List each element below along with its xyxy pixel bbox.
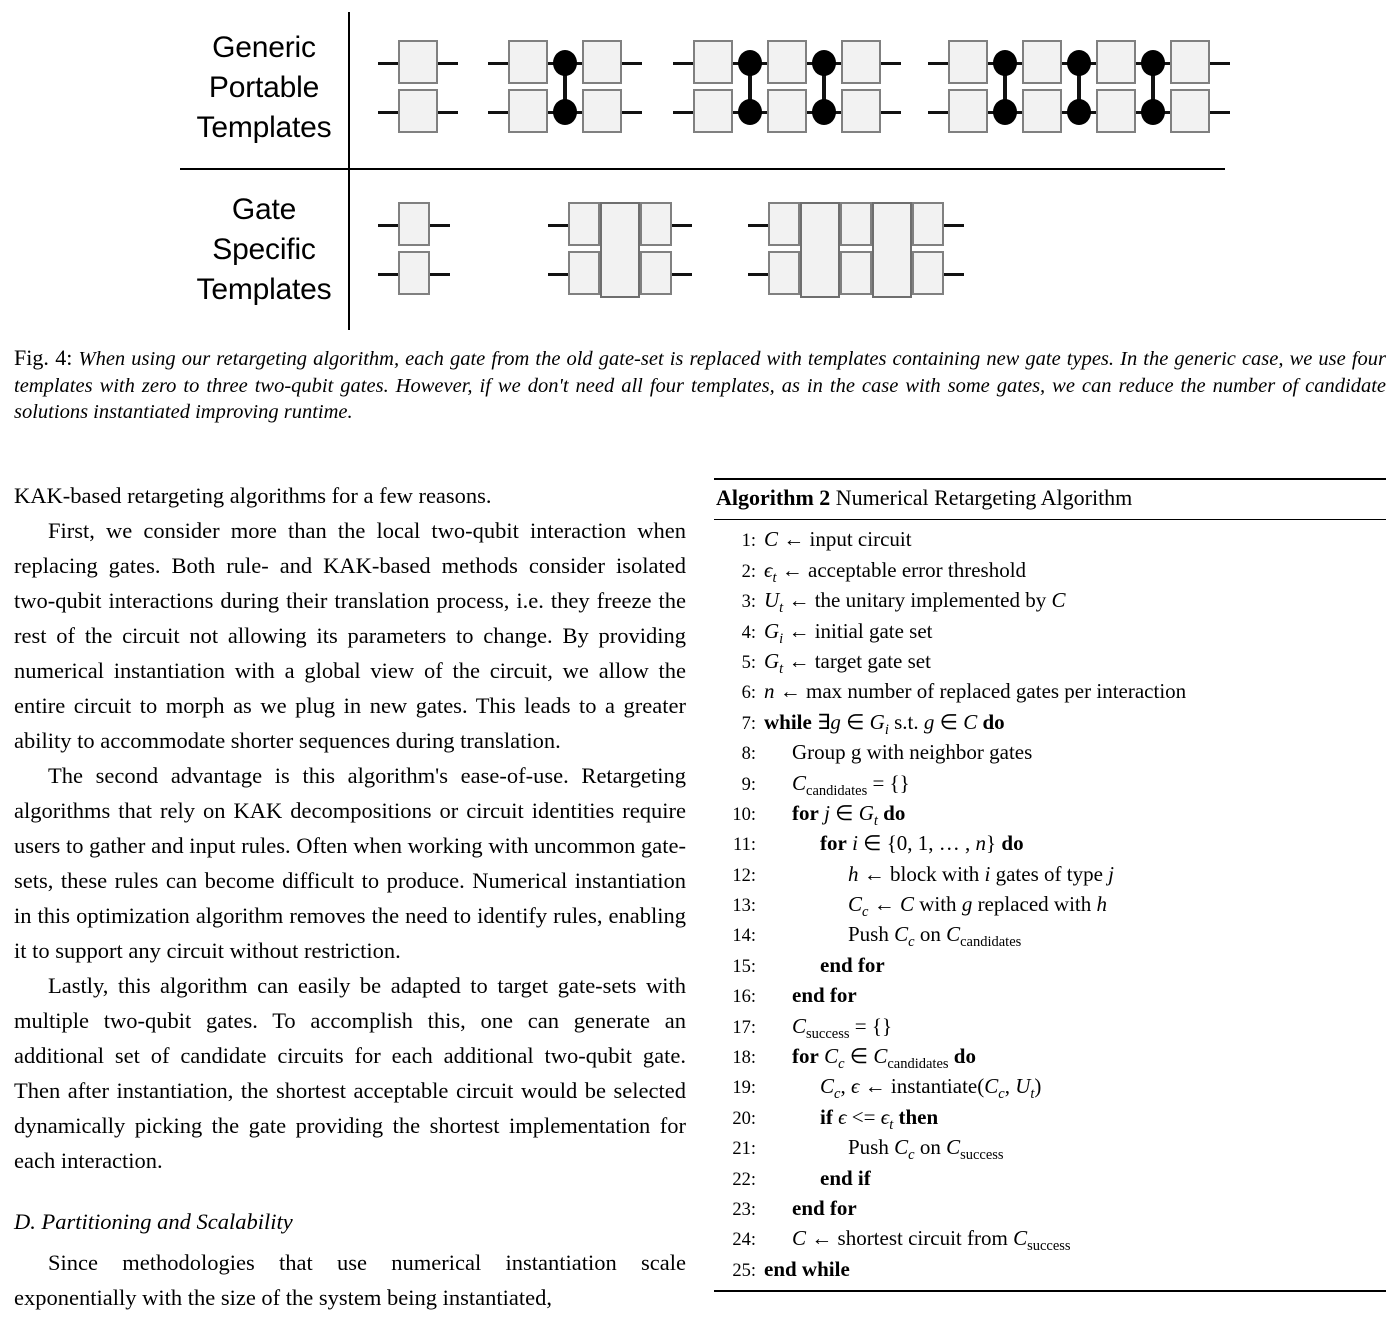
line-number: 9: — [741, 774, 756, 795]
gate-box — [1022, 89, 1062, 133]
paragraph: First, we consider more than the local two-qubit interaction when replacing gates. Both rule- and KAK-based methods consider isolated two-qubit interactions during their translation process, i.e. they freeze the rest of the circuit not allowing its parameters to change. By providing numerical instantiation with a global view of the circuit, we allow the entire circuit to morph as we plug in new gates. This leads to a greater ability to accommodate shorter sequences during translation. — [14, 518, 686, 753]
generic-template-3cz — [928, 40, 1230, 136]
line-body: $G_i$ ← initial gate set — [764, 618, 933, 647]
two-qubit-block-gate — [800, 202, 840, 298]
line-body: $C_{success}$ = {} — [792, 1013, 893, 1042]
algorithm-line — [714, 676, 1386, 706]
algorithm-line — [714, 555, 1386, 585]
algorithm-line — [714, 585, 1386, 615]
single-qubit-gate-pair — [398, 40, 438, 136]
gate-box — [948, 40, 988, 84]
gate-box — [398, 251, 430, 295]
qubit-wire-stub — [672, 202, 692, 298]
gate-box-tall — [872, 202, 912, 298]
qubit-wire-stub — [430, 202, 450, 298]
line-body: $\epsilon_t$ ← acceptable error threshold — [764, 557, 1027, 586]
line-body: end for — [792, 983, 857, 1008]
algorithm-line — [714, 1132, 1386, 1162]
qubit-wire-stub — [748, 202, 768, 298]
specific-template-0tq — [378, 202, 450, 298]
gate-box — [398, 40, 438, 84]
figure-caption-text: When using our retargeting algorithm, each gate from the old gate-set is replaced with templates containing new gate types. In the generic case, we use four templates with zero to three two-qubit gates. However, if we don't need all four templates, as in the case with some gates, we can reduce the number of candidate solutions instantiated improving runtime. — [14, 348, 1386, 423]
control-dot — [1067, 50, 1091, 76]
algorithm-title — [714, 480, 1386, 517]
algorithm-line — [714, 616, 1386, 646]
single-qubit-gate-pair — [1170, 40, 1210, 136]
generic-portable-templates-row — [180, 8, 1225, 168]
generic-portable-templates-label — [180, 28, 348, 148]
algorithm-line — [714, 1254, 1386, 1284]
line-body: end for — [792, 1196, 857, 1220]
gate-box — [1170, 89, 1210, 133]
two-qubit-gate-icon — [1136, 40, 1170, 136]
line-body: if $\epsilon <= \epsilon_t$ then — [820, 1104, 939, 1134]
line-number: 13: — [732, 896, 756, 917]
gate-box — [398, 89, 438, 133]
template-comparison-table — [180, 8, 1225, 328]
single-qubit-gate-pair — [768, 202, 800, 298]
algorithm-line — [714, 646, 1386, 676]
single-qubit-gate-pair — [568, 202, 600, 298]
qubit-wire-stub — [928, 40, 948, 136]
qubit-wire-stub — [378, 202, 398, 298]
body-left-column — [14, 478, 686, 1315]
algorithm-title-text: Numerical Retargeting Algorithm — [835, 485, 1133, 510]
qubit-wire-stub — [378, 40, 398, 136]
algorithm-line — [714, 950, 1386, 980]
single-qubit-gate-pair — [693, 40, 733, 136]
two-qubit-gate-icon — [548, 40, 582, 136]
gate-box — [582, 89, 622, 133]
two-qubit-gate-icon — [1062, 40, 1096, 136]
qubit-wire-stub — [622, 40, 642, 136]
line-body: Push $C_c$ on $C_{candidates}$ — [848, 922, 1022, 951]
control-dot — [738, 50, 762, 76]
paragraph: KAK-based retargeting algorithms for a few reasons. — [14, 483, 492, 508]
line-number: 14: — [732, 926, 756, 947]
line-number: 7: — [741, 713, 756, 734]
generic-template-0cz — [378, 40, 458, 136]
line-number: 2: — [741, 561, 756, 582]
gate-box — [508, 89, 548, 133]
line-number: 24: — [732, 1230, 756, 1251]
single-qubit-gate-pair — [398, 202, 430, 298]
two-qubit-gate-icon — [733, 40, 767, 136]
gate-box — [912, 202, 944, 246]
qubit-wire-stub — [548, 202, 568, 298]
two-qubit-block-gate — [872, 202, 912, 298]
algorithm-lines — [714, 520, 1386, 1288]
algorithm-line — [714, 768, 1386, 798]
gate-box — [841, 89, 881, 133]
single-qubit-gate-pair — [767, 40, 807, 136]
line-body: end while — [764, 1256, 850, 1281]
line-number: 12: — [732, 865, 756, 886]
algorithm-label: Algorithm 2 — [716, 485, 831, 510]
single-qubit-gate-pair — [1096, 40, 1136, 136]
line-body: $G_t$ ← target gate set — [764, 648, 931, 678]
figure-caption — [14, 345, 1386, 426]
algorithm-line — [714, 828, 1386, 858]
control-dot — [993, 50, 1017, 76]
line-number: 3: — [741, 592, 756, 613]
algorithm-2-block — [714, 478, 1386, 1292]
gate-box — [1096, 89, 1136, 133]
gate-box — [582, 40, 622, 84]
generic-templates-circuits — [348, 8, 1225, 168]
line-number: 5: — [741, 652, 756, 673]
line-body: while ∃g ∈ $G_i$ s.t. g ∈ C do — [764, 709, 1005, 738]
two-qubit-gate-icon — [988, 40, 1022, 136]
line-body: Push $C_c$ on $C_{success}$ — [848, 1135, 1004, 1164]
line-body: $C_c$ ← C with g replaced with h — [848, 892, 1108, 921]
line-number: 21: — [732, 1139, 756, 1160]
single-qubit-gate-pair — [508, 40, 548, 136]
gate-box — [948, 89, 988, 133]
gate-box — [767, 89, 807, 133]
gate-box — [1096, 40, 1136, 84]
single-qubit-gate-pair — [840, 202, 872, 298]
line-body: end for — [820, 952, 885, 977]
algorithm-line — [714, 1163, 1386, 1193]
figure-4 — [0, 0, 1400, 335]
line-number: 18: — [732, 1048, 756, 1069]
line-body: C ← shortest circuit from $C_{success}$ — [792, 1226, 1071, 1255]
algorithm-line — [714, 1011, 1386, 1041]
line-number: 25: — [732, 1260, 756, 1281]
line-body: $U_t$ ← the unitary implemented by C — [764, 588, 1066, 617]
generic-template-2cz — [673, 40, 901, 136]
control-dot — [993, 99, 1017, 125]
single-qubit-gate-pair — [948, 40, 988, 136]
label-line: Specific — [212, 233, 316, 266]
single-qubit-gate-pair — [1022, 40, 1062, 136]
paragraph: Since methodologies that use numerical instantiation scale exponentially with the size of the system being instantiated, — [14, 1250, 686, 1310]
gate-box — [693, 89, 733, 133]
generic-template-1cz — [488, 40, 642, 136]
section-heading-d: D. Partitioning and Scalability — [14, 1209, 293, 1234]
algorithm-line — [714, 1071, 1386, 1101]
qubit-wire-stub — [488, 40, 508, 136]
label-line: Gate — [231, 193, 297, 226]
line-number: 20: — [732, 1108, 756, 1129]
gate-box — [768, 251, 800, 295]
algorithm-line — [714, 1223, 1386, 1253]
gate-box — [768, 202, 800, 246]
control-dot — [553, 50, 577, 76]
gate-box-tall — [800, 202, 840, 298]
line-number: 6: — [741, 683, 756, 704]
line-number: 10: — [732, 804, 756, 825]
line-number: 23: — [732, 1200, 756, 1220]
algorithm-line — [714, 707, 1386, 737]
line-body: for $C_c$ ∈ $C_{candidates}$ do — [792, 1044, 976, 1073]
gate-box-tall — [600, 202, 640, 298]
label-line: Generic — [212, 31, 316, 64]
algorithm-line — [714, 798, 1386, 828]
algorithm-line — [714, 919, 1386, 949]
line-body: $C_{candidates}$ = {} — [792, 770, 910, 799]
gate-box — [912, 251, 944, 295]
control-dot — [1141, 50, 1165, 76]
algorithm-line — [714, 1102, 1386, 1132]
control-dot — [1067, 99, 1091, 125]
line-number: 11: — [733, 835, 756, 856]
label-line: Templates — [196, 111, 332, 144]
gate-specific-templates-row — [180, 170, 1225, 330]
label-line: Templates — [196, 273, 332, 306]
gate-box — [767, 40, 807, 84]
gate-box — [840, 202, 872, 246]
gate-box — [568, 202, 600, 246]
line-number: 22: — [732, 1169, 756, 1190]
gate-specific-circuits — [348, 170, 1225, 330]
gate-specific-templates-label — [180, 190, 348, 310]
line-body: $C_c$, ϵ ← $instantiate(C_c$, $U_t$) — [820, 1074, 1042, 1103]
algorithm-bottom-rule — [714, 1290, 1386, 1292]
line-body: for i ∈ {0, 1, … , n} do — [820, 831, 1024, 856]
gate-box — [1022, 40, 1062, 84]
qubit-wire-stub — [881, 40, 901, 136]
line-number: 17: — [732, 1017, 756, 1038]
paragraph: Lastly, this algorithm can easily be adapted to target gate-sets with multiple two-qubit gates. To accomplish this, one can generate an additional set of candidate circuits for each additional two-qubit gate. Then after instantiation, the shortest acceptable circuit would be selected dynamically picking the gate providing the shortest implementation for each interaction. — [14, 973, 686, 1173]
control-dot — [812, 99, 836, 125]
control-dot — [812, 50, 836, 76]
gate-box — [568, 251, 600, 295]
line-body: Group g with neighbor gates — [792, 740, 1033, 765]
line-number: 19: — [732, 1078, 756, 1099]
line-number: 4: — [741, 622, 756, 643]
gate-box — [640, 202, 672, 246]
line-number: 1: — [741, 531, 756, 552]
control-dot — [738, 99, 762, 125]
gate-box — [398, 202, 430, 246]
algorithm-line — [714, 524, 1386, 554]
line-number: 16: — [732, 987, 756, 1008]
qubit-wire-stub — [1210, 40, 1230, 136]
line-body: h ← block with i gates of type j — [848, 861, 1114, 886]
qubit-wire-stub — [438, 40, 458, 136]
single-qubit-gate-pair — [640, 202, 672, 298]
single-qubit-gate-pair — [582, 40, 622, 136]
gate-box — [841, 40, 881, 84]
algorithm-line — [714, 1041, 1386, 1071]
gate-box — [1170, 40, 1210, 84]
qubit-wire-stub — [944, 202, 964, 298]
algorithm-line — [714, 859, 1386, 889]
two-qubit-block-gate — [600, 202, 640, 298]
line-body: n ← max number of replaced gates per interaction — [764, 679, 1187, 704]
control-dot — [553, 99, 577, 125]
algorithm-line — [714, 980, 1386, 1010]
two-qubit-gate-icon — [807, 40, 841, 136]
label-line: Portable — [208, 71, 320, 104]
gate-box — [840, 251, 872, 295]
single-qubit-gate-pair — [841, 40, 881, 136]
single-qubit-gate-pair — [912, 202, 944, 298]
line-number: 8: — [741, 744, 756, 765]
figure-caption-label: Fig. 4: — [14, 345, 73, 370]
gate-box — [640, 251, 672, 295]
qubit-wire-stub — [673, 40, 693, 136]
algorithm-line — [714, 737, 1386, 767]
paragraph: The second advantage is this algorithm's ease-of-use. Retargeting algorithms that rely on KAK decompositions or circuit identities require users to gather and input rules. Often when working with uncommon gate-sets, these rules can become difficult to produce. Numerical instantiation in this optimization algorithm removes the need to identify rules, enabling it to support any circuit without restriction. — [14, 763, 686, 963]
gate-box — [508, 40, 548, 84]
line-body: end if — [820, 1165, 871, 1190]
algorithm-line — [714, 1193, 1386, 1223]
specific-template-1tq — [548, 202, 692, 298]
algorithm-line — [714, 889, 1386, 919]
line-body: C ← input circuit — [764, 527, 912, 552]
line-number: 15: — [732, 956, 756, 977]
line-body: for j ∈ $G_t$ do — [792, 800, 906, 830]
specific-template-2tq — [748, 202, 964, 298]
gate-box — [693, 40, 733, 84]
control-dot — [1141, 99, 1165, 125]
